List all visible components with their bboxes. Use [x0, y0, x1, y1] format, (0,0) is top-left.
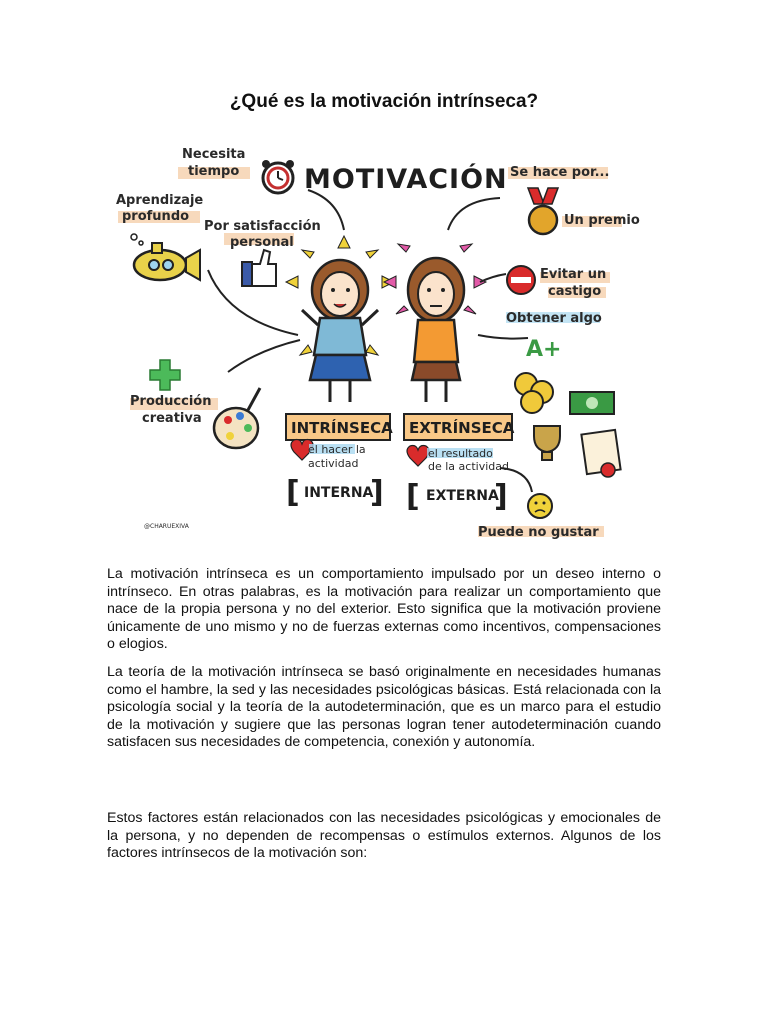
- intrinseca-desc-1: el hacer la: [308, 443, 366, 456]
- trophy-icon: [534, 426, 560, 460]
- bracket-right-interna: ]: [370, 475, 384, 510]
- extrinseca-label: EXTRÍNSECA: [409, 419, 515, 437]
- label-a-plus: A+: [526, 337, 562, 362]
- label-un-premio: Un premio: [564, 213, 640, 228]
- externa-label: EXTERNA: [426, 488, 499, 504]
- label-tiempo: tiempo: [188, 164, 240, 179]
- label-necesita: Necesita: [182, 147, 246, 162]
- label-obtener-algo: Obtener algo: [506, 311, 602, 326]
- intrinseca-desc-2: actividad: [308, 457, 359, 470]
- paragraph-1: La motivación intrínseca es un comportamiento impulsado por un deseo interno o intrínseco. En otras palabras, es la motivación para realizar un comportamiento que nace de la propia persona y no del exterior. Esto significa que la motivación proviene únicamente de uno mismo y no de fuerzas externas como incentivos, compensaciones o elogios.: [107, 566, 661, 653]
- label-aprendizaje: Aprendizaje: [116, 193, 204, 208]
- interna-label: INTERNA: [304, 485, 374, 501]
- money-icon: [570, 392, 614, 414]
- extrinseca-desc-2: de la actividad: [428, 460, 509, 473]
- sad-face-icon: [528, 494, 552, 518]
- palette-icon: [214, 388, 260, 448]
- heart-icon: [407, 446, 429, 467]
- label-por-satisfaccion: Por satisfacción: [204, 219, 321, 234]
- girl-intrinseca-figure: [302, 260, 378, 402]
- intrinseca-label: INTRÍNSECA: [291, 419, 393, 437]
- label-puede-no-gustar: Puede no gustar: [478, 525, 599, 540]
- paragraph-3: Estos factores están relacionados con las necesidades psicológicas y emocionales de la persona, y no dependen de recompensas o estímulos externos. Algunos de los factores intrínsecos de la motivación son:: [107, 810, 661, 862]
- label-profundo: profundo: [122, 209, 190, 224]
- page-title: ¿Qué es la motivación intrínseca?: [229, 91, 539, 112]
- plus-icon: [150, 360, 180, 390]
- girl-extrinseca-figure: [408, 258, 464, 402]
- label-castigo: castigo: [548, 284, 602, 299]
- certificate-icon: [581, 430, 620, 477]
- paragraph-2: La teoría de la motivación intrínseca se basó originalmente en necesidades humanas como el hambre, la sed y las necesidades psicológicas básicas. Está relacionada con la psicología social y la teoría de la autodeterminación, que es un marco para el estudio de la motivación y sugiere que las personas logran tener autodeterminación cuando satisfacen sus necesidades de competencia, conexión y autonomía.: [107, 664, 661, 751]
- label-personal: personal: [230, 235, 294, 250]
- label-produccion: Producción: [130, 394, 212, 409]
- bracket-left-interna: [: [286, 475, 300, 510]
- signature-handle: @CHARUEXIVA: [144, 523, 189, 530]
- motivation-illustration: [108, 140, 640, 545]
- bracket-right-externa: ]: [494, 479, 508, 514]
- medal-icon: [528, 188, 558, 234]
- coins-icon: [515, 373, 553, 413]
- submarine-icon: [131, 234, 200, 280]
- thumbs-up-icon: [242, 250, 276, 286]
- illustration-heading: MOTIVACIÓN: [304, 164, 508, 195]
- no-entry-icon: [507, 266, 535, 294]
- bracket-left-externa: [: [406, 479, 420, 514]
- extrinseca-desc-1: el resultado: [428, 447, 493, 460]
- label-evitar-un: Evitar un: [540, 267, 607, 282]
- label-se-hace-por: Se hace por...: [510, 165, 610, 180]
- alarm-clock-icon: [262, 160, 294, 193]
- label-creativa: creativa: [142, 411, 202, 426]
